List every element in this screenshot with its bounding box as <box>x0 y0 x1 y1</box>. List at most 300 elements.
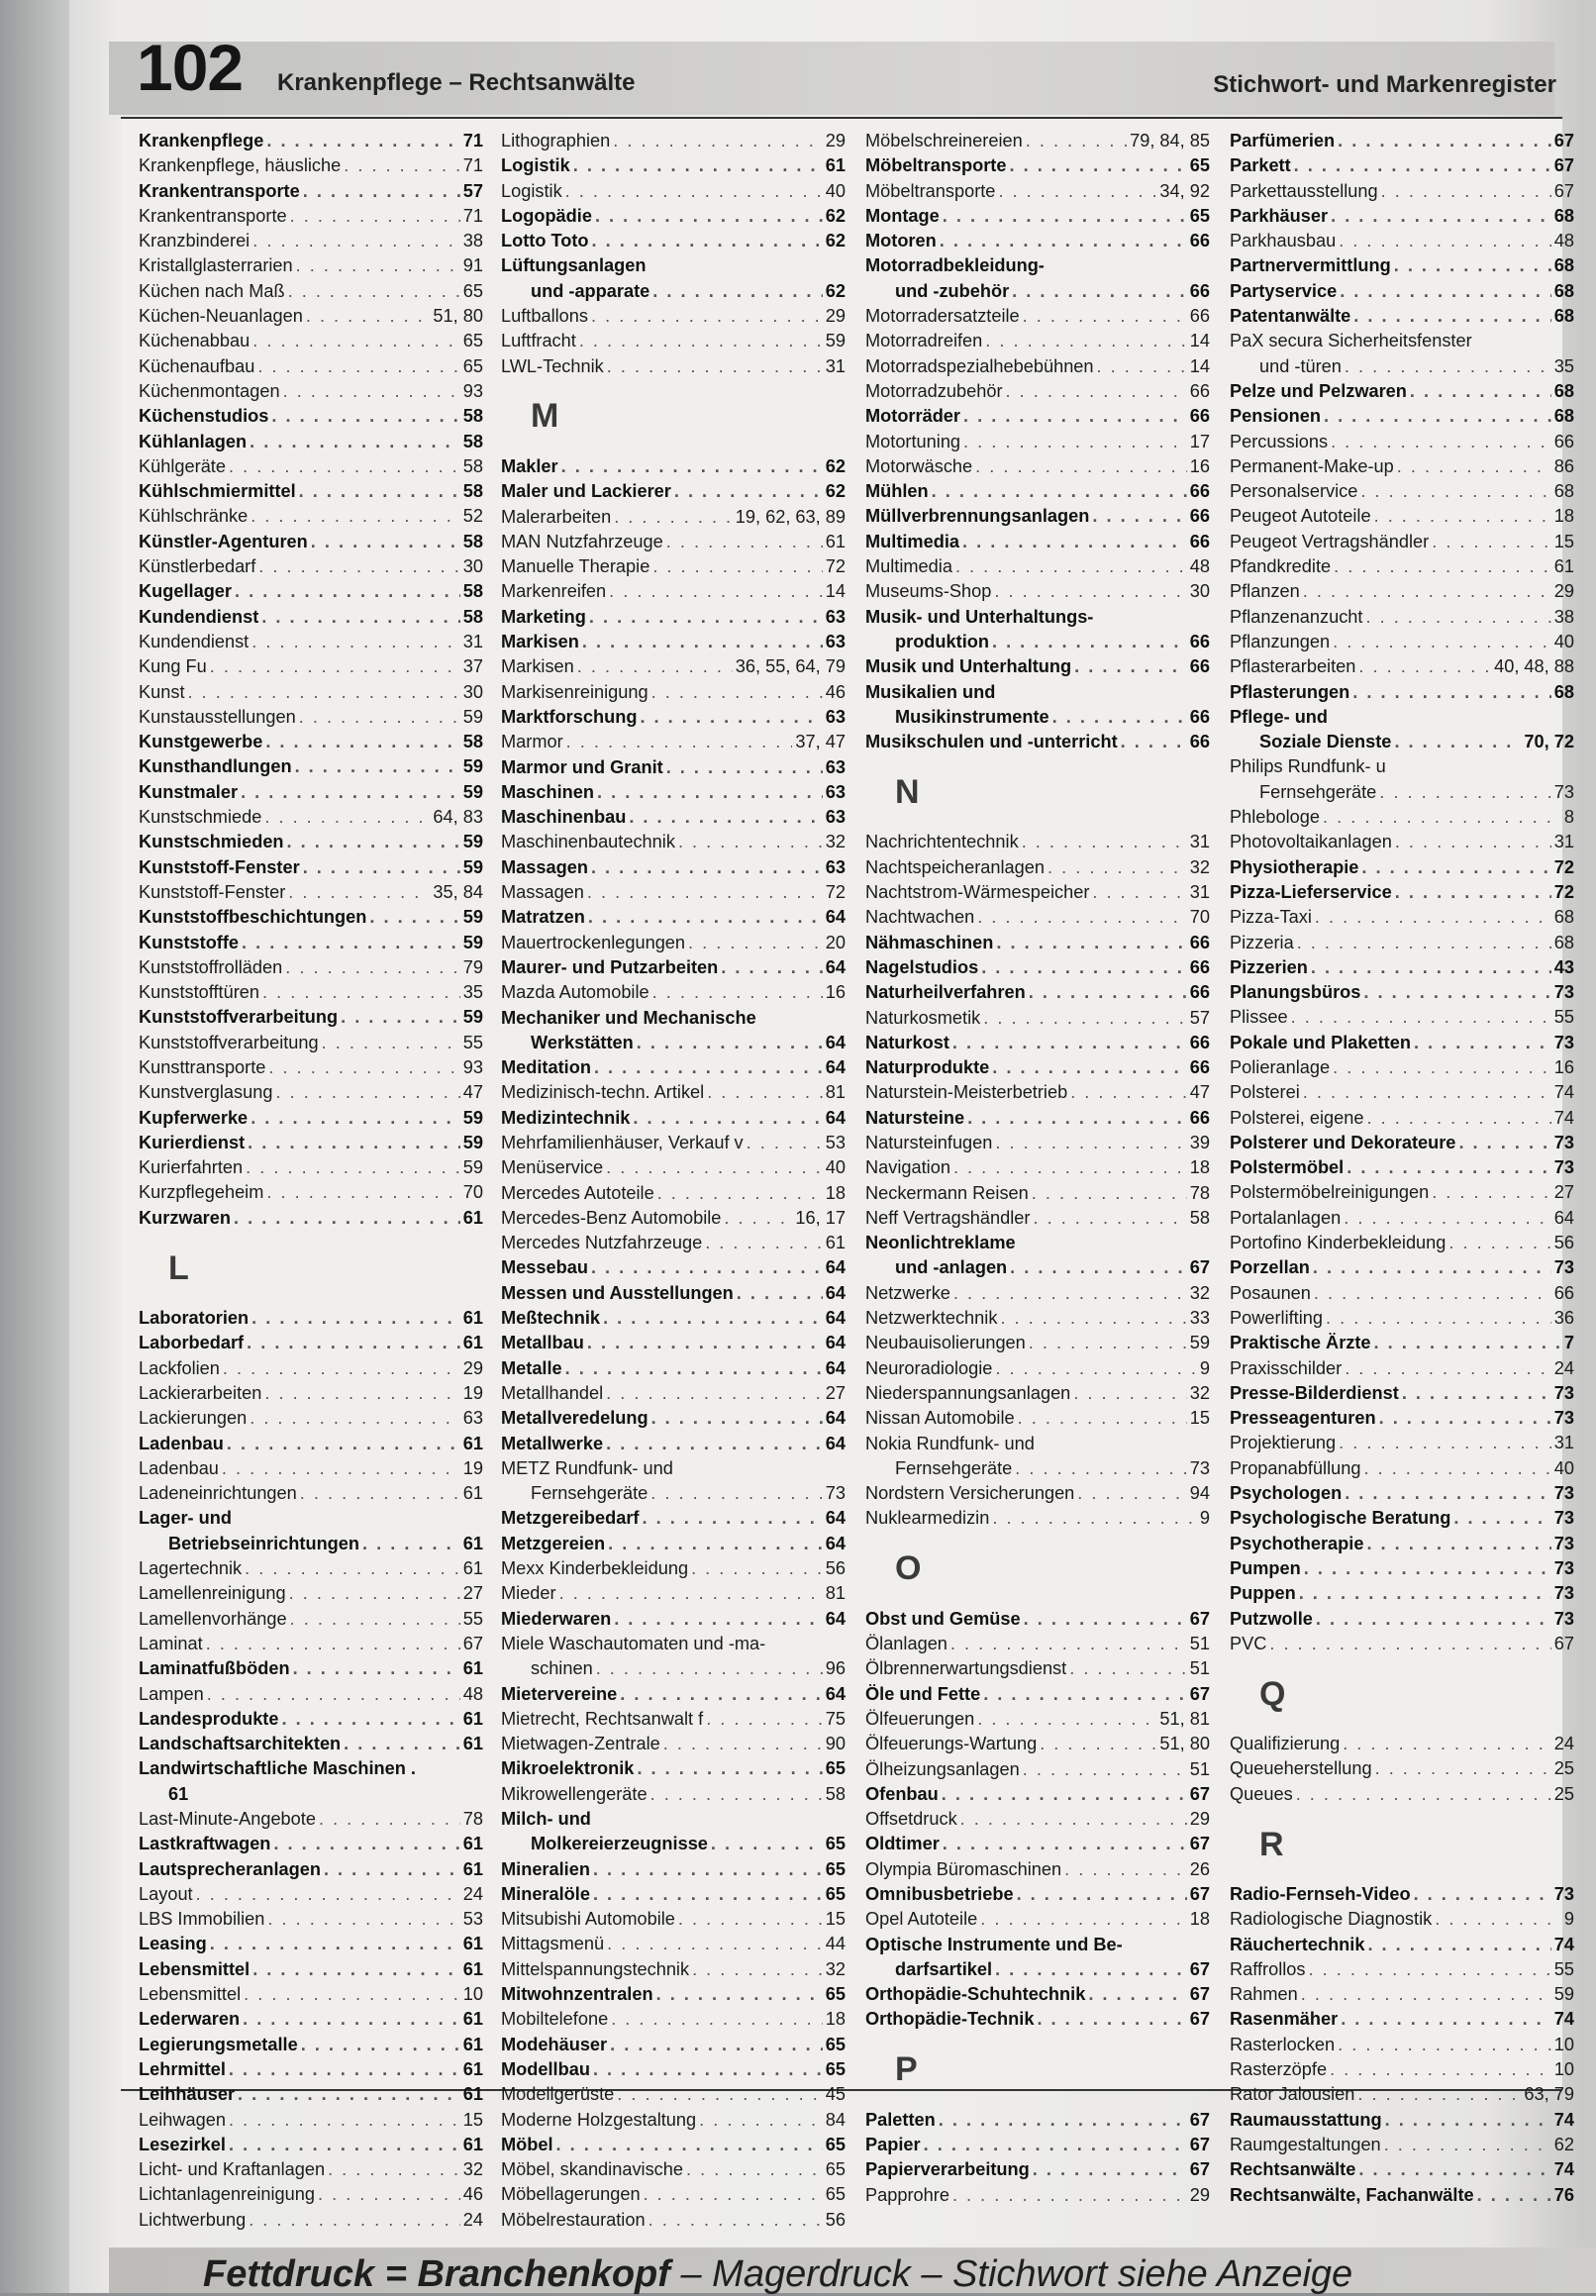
entry-term: Netzwerke <box>865 1282 950 1303</box>
entry-page-ref: 48 <box>1553 231 1574 251</box>
index-entry-keyword <box>139 980 483 1005</box>
entry-page-ref: 37, 47 <box>795 732 846 752</box>
entry-page-ref: 67 <box>1189 2159 1210 2180</box>
entry-term: Molkereierzeugnisse <box>531 1834 708 1854</box>
dot-leader <box>1363 980 1550 1005</box>
entry-term: Lithographien <box>501 131 611 150</box>
index-entry-keyword <box>865 1632 1210 1656</box>
entry-term: Pokale und Plaketten <box>1230 1032 1411 1052</box>
entry-page-ref: 62 <box>825 280 846 301</box>
dot-leader <box>1395 830 1551 854</box>
index-entry-keyword <box>139 2208 483 2233</box>
index-entry-keyword <box>139 1632 483 1656</box>
dot-leader <box>341 1005 460 1030</box>
index-entry-keyword <box>501 880 846 905</box>
entry-page-ref: 65 <box>462 331 483 351</box>
dot-leader <box>606 1381 823 1406</box>
dot-leader <box>977 905 1187 930</box>
index-entry-keyword <box>1230 605 1574 630</box>
dot-leader <box>1024 1607 1187 1632</box>
dot-leader <box>262 980 460 1005</box>
entry-term: Menüservice <box>501 1157 604 1178</box>
entry-page-ref: 68 <box>1553 280 1574 301</box>
entry-page-ref: 29 <box>462 1357 483 1378</box>
index-entry-keyword <box>501 179 846 204</box>
entry-term: Pflanzungen <box>1230 631 1331 651</box>
index-entry-keyword <box>865 554 1210 579</box>
entry-term: Rasenmäher <box>1230 2009 1339 2030</box>
dot-leader <box>242 931 460 955</box>
dot-leader <box>275 1080 459 1105</box>
entry-term: Lüftungsanlagen <box>501 255 647 276</box>
entry-term: darfsartikel <box>895 1958 993 1979</box>
dot-leader <box>290 204 460 229</box>
index-entry-headword <box>139 1532 483 1556</box>
entry-term: Mieder <box>501 1583 556 1604</box>
entry-page-ref: 52 <box>462 506 483 527</box>
dot-leader <box>249 1406 460 1431</box>
entry-page-ref: 68 <box>1553 255 1574 276</box>
entry-page-ref: 61 <box>462 1734 483 1754</box>
entry-term: Photovoltaikanlagen <box>1230 832 1392 852</box>
entry-page-ref: 63, 79 <box>1524 2084 1574 2105</box>
entry-term: Kunstschmiede <box>139 807 262 828</box>
entry-term: Müllverbrennungsanlagen <box>865 506 1090 527</box>
index-entry-keyword <box>865 2183 1210 2208</box>
entry-term: Mietrecht, Rechtsanwalt f <box>501 1708 704 1729</box>
index-entry-headword <box>501 1807 846 1832</box>
entry-page-ref: 65 <box>825 1758 846 1779</box>
entry-term: Mittagsmenü <box>501 1934 605 1954</box>
entry-term: Kunststoffrolläden <box>139 956 283 977</box>
entry-term: 61 <box>168 1783 189 1804</box>
entry-term: Musikalien und <box>865 681 996 702</box>
entry-term: Naturheilverfahren <box>865 982 1026 1003</box>
dot-leader <box>1347 1155 1551 1180</box>
entry-term: Kurzwaren <box>139 1207 231 1228</box>
index-entry-headword <box>1230 253 1574 278</box>
entry-term: Metallbau <box>501 1333 584 1353</box>
dot-leader <box>607 354 823 379</box>
dot-leader <box>592 229 823 253</box>
dot-leader <box>1458 1131 1550 1155</box>
index-entry-headword <box>139 2033 483 2057</box>
index-entry-keyword <box>501 1481 846 1506</box>
dot-leader <box>1395 880 1551 905</box>
entry-term: Kunstgewerbe <box>139 732 263 752</box>
index-entry-headword <box>139 754 483 779</box>
entry-page-ref: 40 <box>825 180 846 201</box>
entry-term: Parfümerien <box>1230 131 1336 150</box>
index-entry-headword <box>865 253 1210 278</box>
index-entry-keyword <box>865 880 1210 905</box>
index-entry-headword <box>1230 705 1574 730</box>
section-letter: Q <box>1259 1674 1286 1713</box>
index-entry-keyword <box>501 2182 846 2207</box>
dot-leader <box>678 830 823 854</box>
entry-page-ref: 51 <box>1189 1634 1210 1654</box>
dot-leader <box>652 554 822 579</box>
index-entry-keyword <box>865 1131 1210 1155</box>
entry-term: Nagelstudios <box>865 956 979 977</box>
entry-page-ref: 73 <box>1553 1583 1574 1604</box>
dot-leader <box>1064 1857 1187 1882</box>
entry-page-ref: 73 <box>1553 1257 1574 1278</box>
entry-term: Möbeltransporte <box>865 180 996 201</box>
entry-page-ref: 64 <box>825 1508 846 1529</box>
entry-term: Kunststoffverarbeitung <box>139 1007 339 1028</box>
entry-term: Ladenbau <box>139 1457 219 1478</box>
entry-page-ref: 62 <box>825 231 846 251</box>
index-entry-keyword <box>501 1732 846 1756</box>
entry-term: Peugeot Autoteile <box>1230 506 1371 527</box>
entry-page-ref: 59 <box>462 1157 483 1178</box>
section-title: Krankenpflege – Rechtsanwälte <box>277 69 636 96</box>
entry-term: Radiologische Diagnostik <box>1230 1909 1433 1930</box>
entry-term: Markisen <box>501 656 574 677</box>
index-entry-headword <box>1230 279 1574 304</box>
entry-page-ref: 59 <box>462 932 483 952</box>
entry-page-ref: 73 <box>825 1483 846 1504</box>
index-entry-keyword <box>1230 1306 1574 1331</box>
entry-term: Landschaftsarchitekten <box>139 1734 342 1754</box>
entry-page-ref: 75 <box>825 1708 846 1729</box>
dot-leader <box>932 479 1187 504</box>
dot-leader <box>582 630 823 654</box>
dot-leader <box>652 279 823 304</box>
entry-page-ref: 65 <box>1189 205 1210 226</box>
entry-term: Pelze und Pelzwaren <box>1230 380 1407 401</box>
entry-term: Kurzpflegeheim <box>139 1182 264 1203</box>
index-entry-headword <box>1230 1532 1574 1556</box>
index-entry-headword <box>1230 2183 1574 2208</box>
index-entry-keyword <box>139 2108 483 2133</box>
entry-page-ref: 63 <box>825 632 846 652</box>
dot-leader <box>1097 354 1187 379</box>
index-entry-keyword <box>865 1432 1210 1456</box>
index-entry-keyword <box>501 2007 846 2032</box>
entry-term: Modehäuser <box>501 2034 608 2054</box>
entry-page-ref: 25 <box>1553 1758 1574 1779</box>
dot-leader <box>1453 1506 1550 1531</box>
dot-leader <box>311 530 460 554</box>
entry-page-ref: 36, 55, 64, 79 <box>735 656 846 677</box>
entry-page-ref: 55 <box>1553 1958 1574 1979</box>
dot-leader <box>587 880 823 905</box>
register-title: Stichwort- und Markenregister <box>1213 71 1556 98</box>
entry-term: Logopädie <box>501 205 592 226</box>
index-entry-keyword <box>139 454 483 479</box>
entry-page-ref: 74 <box>1553 2159 1574 2180</box>
entry-term: Landesprodukte <box>139 1708 279 1729</box>
dot-leader <box>595 204 823 229</box>
dot-leader <box>939 2108 1187 2133</box>
entry-page-ref: 24 <box>462 1883 483 1904</box>
entry-term: Laborbedarf <box>139 1333 245 1353</box>
entry-page-ref: 19 <box>462 1457 483 1478</box>
entry-page-ref: 73 <box>1553 1884 1574 1904</box>
entry-term: Ladeneinrichtungen <box>139 1483 297 1504</box>
index-entry-headword <box>501 1982 846 2007</box>
dot-leader <box>652 980 823 1005</box>
index-entry-headword <box>865 1231 1210 1255</box>
entry-term: Pizza-Taxi <box>1230 907 1312 928</box>
dot-leader <box>229 2133 460 2157</box>
dot-leader <box>1303 579 1551 604</box>
entry-term: Natursteinfugen <box>865 1132 993 1152</box>
dot-leader <box>613 129 823 153</box>
entry-term: Orthopädie-Schuhtechnik <box>865 1984 1086 2005</box>
index-entry-keyword <box>1230 1055 1574 1080</box>
entry-term: Rasterzöpfe <box>1230 2059 1328 2080</box>
entry-page-ref: 65 <box>462 280 483 301</box>
entry-term: Rechtsanwälte, Fachanwälte <box>1230 2184 1474 2205</box>
index-entry-keyword <box>139 204 483 229</box>
entry-page-ref: 67 <box>1189 1834 1210 1854</box>
entry-page-ref: 68 <box>1553 306 1574 327</box>
entry-page-ref: 61 <box>462 1834 483 1854</box>
dot-leader <box>369 905 459 930</box>
index-entry-headword <box>501 479 846 504</box>
index-entry-headword <box>865 153 1210 178</box>
entry-page-ref: 67 <box>1189 1257 1210 1278</box>
index-entry-keyword <box>1230 229 1574 253</box>
entry-term: Phlebologe <box>1230 807 1321 828</box>
dot-leader <box>633 1106 822 1131</box>
index-entry-keyword <box>139 1406 483 1431</box>
index-entry-keyword <box>1230 1356 1574 1381</box>
dot-leader <box>1330 2057 1551 2082</box>
dot-leader <box>238 2082 460 2107</box>
dot-leader <box>328 2157 460 2182</box>
entry-page-ref: 64 <box>825 1057 846 1078</box>
dot-leader <box>952 1031 1187 1055</box>
dot-leader <box>251 630 460 654</box>
index-content <box>121 117 1574 2230</box>
index-entry-keyword <box>501 354 846 379</box>
index-entry-keyword <box>139 880 483 905</box>
dot-leader <box>593 1882 823 1907</box>
dot-leader <box>963 430 1187 454</box>
dot-leader <box>1326 1306 1551 1331</box>
entry-page-ref: 59 <box>462 907 483 928</box>
dot-leader <box>983 1682 1187 1707</box>
entry-page-ref: 70 <box>462 1182 483 1203</box>
entry-page-ref: 59 <box>462 1107 483 1128</box>
entry-page-ref: 32 <box>1189 1382 1210 1403</box>
entry-term: Parkhausbau <box>1230 231 1337 251</box>
entry-term: Motorräder <box>865 406 960 427</box>
entry-term: Manuelle Therapie <box>501 556 650 577</box>
dot-leader <box>617 2082 823 2107</box>
index-entry-headword <box>865 504 1210 529</box>
entry-term: Ölfeuerungs-Wartung <box>865 1734 1038 1754</box>
index-entry-headword <box>501 705 846 730</box>
section-letter: O <box>895 1549 922 1588</box>
entry-page-ref: 66 <box>1189 481 1210 502</box>
entry-term: Lamellenreinigung <box>139 1583 286 1604</box>
entry-term: Kunststoff-Fenster <box>139 856 300 877</box>
dot-leader <box>640 705 822 730</box>
entry-page-ref: 70 <box>1189 907 1210 928</box>
entry-term: Mikroelektronik <box>501 1758 635 1779</box>
dot-leader <box>955 554 1187 579</box>
entry-term: Mitsubishi Automobile <box>501 1909 675 1930</box>
entry-page-ref: 37 <box>462 656 483 677</box>
entry-term: Küchenstudios <box>139 406 269 427</box>
entry-term: Polieranlage <box>1230 1056 1331 1077</box>
entry-page-ref: 64 <box>825 1683 846 1704</box>
entry-term: Lagertechnik <box>139 1558 243 1579</box>
entry-term: Möbel, skandinavische <box>501 2159 683 2180</box>
dot-leader <box>588 905 823 930</box>
entry-term: Pflanzen <box>1230 581 1300 602</box>
dot-leader <box>1309 1957 1551 1982</box>
index-entry-keyword <box>139 1080 483 1105</box>
entry-term: Fernsehgeräte <box>895 1457 1013 1478</box>
index-entry-keyword <box>1230 1180 1574 1205</box>
index-entry-headword <box>1230 1607 1574 1632</box>
entry-term: Markenreifen <box>501 581 607 602</box>
index-entry-keyword <box>501 554 846 579</box>
entry-page-ref: 73 <box>1189 1457 1210 1478</box>
entry-term: Kristallglasterrarien <box>139 255 293 276</box>
dot-leader <box>691 1556 823 1581</box>
index-entry-headword <box>1230 1131 1574 1155</box>
index-entry-headword <box>865 1957 1210 1982</box>
dot-leader <box>1023 1757 1187 1782</box>
index-entry-keyword <box>501 1957 846 1982</box>
entry-page-ref: 30 <box>462 556 483 577</box>
entry-term: Nordstern Versicherungen <box>865 1483 1075 1504</box>
entry-term: Kunststoffe <box>139 932 240 952</box>
entry-term: Radio-Fernseh-Video <box>1230 1884 1411 1904</box>
index-entry-headword <box>139 1932 483 1956</box>
entry-page-ref: 57 <box>462 180 483 201</box>
index-entry-headword <box>1230 2007 1574 2032</box>
index-column-4 <box>1230 129 1574 2208</box>
entry-page-ref: 65 <box>825 1984 846 2005</box>
section-letter: R <box>1259 1825 1284 1863</box>
entry-page-ref: 63 <box>825 706 846 727</box>
dot-leader <box>1040 1732 1156 1756</box>
index-entry-keyword <box>501 1632 846 1656</box>
entry-page-ref: 31 <box>825 355 846 376</box>
entry-term: Künstlerbedarf <box>139 556 256 577</box>
dot-leader <box>1358 2157 1550 2182</box>
entry-page-ref: 67 <box>1553 155 1574 176</box>
dot-leader <box>241 780 460 805</box>
index-entry-keyword <box>501 1556 846 1581</box>
entry-page-ref: 10 <box>462 1984 483 2005</box>
entry-page-ref: 51, 81 <box>1159 1708 1210 1729</box>
dot-leader <box>303 855 460 880</box>
entry-term: Olympia Büromaschinen <box>865 1858 1062 1879</box>
index-entry-keyword <box>139 229 483 253</box>
index-entry-headword <box>501 805 846 830</box>
index-entry-keyword <box>1230 579 1574 604</box>
entry-page-ref: 64 <box>825 1257 846 1278</box>
entry-term: Kunsttransporte <box>139 1056 266 1077</box>
entry-page-ref: 61 <box>462 2009 483 2030</box>
index-entry-keyword <box>865 1456 1210 1481</box>
entry-page-ref: 57 <box>1189 1007 1210 1028</box>
entry-page-ref: 64 <box>825 907 846 928</box>
index-entry-headword <box>865 680 1210 705</box>
dot-leader <box>267 1907 459 1932</box>
dot-leader <box>967 1106 1187 1131</box>
entry-term: Miederwaren <box>501 1608 612 1629</box>
index-entry-headword <box>501 253 846 278</box>
entry-term: Kung Fu <box>139 656 207 677</box>
entry-page-ref: 7 <box>1563 1333 1574 1353</box>
entry-term: Pflege- und <box>1230 706 1329 727</box>
entry-term: Posaunen <box>1230 1282 1311 1303</box>
entry-term: Kundendienst <box>139 606 259 627</box>
entry-page-ref: 63 <box>825 756 846 777</box>
entry-page-ref: 65 <box>825 2034 846 2054</box>
entry-term: Metzgereibedarf <box>501 1508 640 1529</box>
entry-term: Pflasterungen <box>1230 681 1350 702</box>
index-entry-keyword <box>865 179 1210 204</box>
entry-page-ref: 58 <box>1189 1207 1210 1228</box>
entry-term: Werkstätten <box>531 1032 634 1052</box>
entry-term: Maurer- und Putzarbeiten <box>501 956 719 977</box>
dot-leader <box>705 1231 823 1255</box>
entry-page-ref: 93 <box>462 1056 483 1077</box>
dot-leader <box>579 329 823 353</box>
dot-leader <box>980 1907 1187 1932</box>
entry-page-ref: 73 <box>1553 1508 1574 1529</box>
entry-page-ref: 24 <box>1553 1357 1574 1378</box>
entry-page-ref: 66 <box>1189 531 1210 551</box>
index-entry-headword <box>501 755 846 780</box>
entry-term: und -türen <box>1259 355 1342 376</box>
dot-leader <box>1070 1080 1187 1105</box>
dot-leader <box>943 204 1187 229</box>
dot-leader <box>1294 153 1551 178</box>
entry-term: Montage <box>865 205 940 226</box>
entry-page-ref: 73 <box>1553 1608 1574 1629</box>
index-entry-headword <box>139 2082 483 2107</box>
entry-term: Mercedes Autoteile <box>501 1182 654 1203</box>
entry-page-ref: 67 <box>1189 1884 1210 1904</box>
index-entry-keyword <box>501 1131 846 1155</box>
dot-leader <box>985 329 1186 353</box>
entry-page-ref: 73 <box>1553 1382 1574 1403</box>
dot-leader <box>266 1180 459 1205</box>
entry-term: Krankenpflege, häusliche <box>139 155 342 176</box>
entry-page-ref: 73 <box>1553 982 1574 1003</box>
legend-rest: – Magerdruck – Stichwort siehe Anzeige <box>669 2253 1353 2295</box>
entry-page-ref: 18 <box>1189 1157 1210 1178</box>
index-entry-headword <box>1230 1506 1574 1531</box>
entry-page-ref: 40 <box>1553 1457 1574 1478</box>
index-entry-headword <box>1230 1933 1574 1957</box>
entry-term: Multimedia <box>865 556 952 577</box>
entry-term: Plissee <box>1230 1007 1288 1028</box>
entry-term: Kurierfahrten <box>139 1157 244 1178</box>
entry-page-ref: 65 <box>825 2058 846 2079</box>
entry-term: Raumgestaltungen <box>1230 2134 1381 2154</box>
entry-page-ref: 61 <box>462 1658 483 1679</box>
index-entry-keyword <box>865 1206 1210 1231</box>
entry-page-ref: 59 <box>1189 1333 1210 1353</box>
entry-page-ref: 15 <box>1189 1408 1210 1429</box>
entry-page-ref: 86 <box>1553 455 1574 476</box>
index-entry-keyword <box>501 980 846 1005</box>
index-entry-keyword <box>1230 479 1574 504</box>
